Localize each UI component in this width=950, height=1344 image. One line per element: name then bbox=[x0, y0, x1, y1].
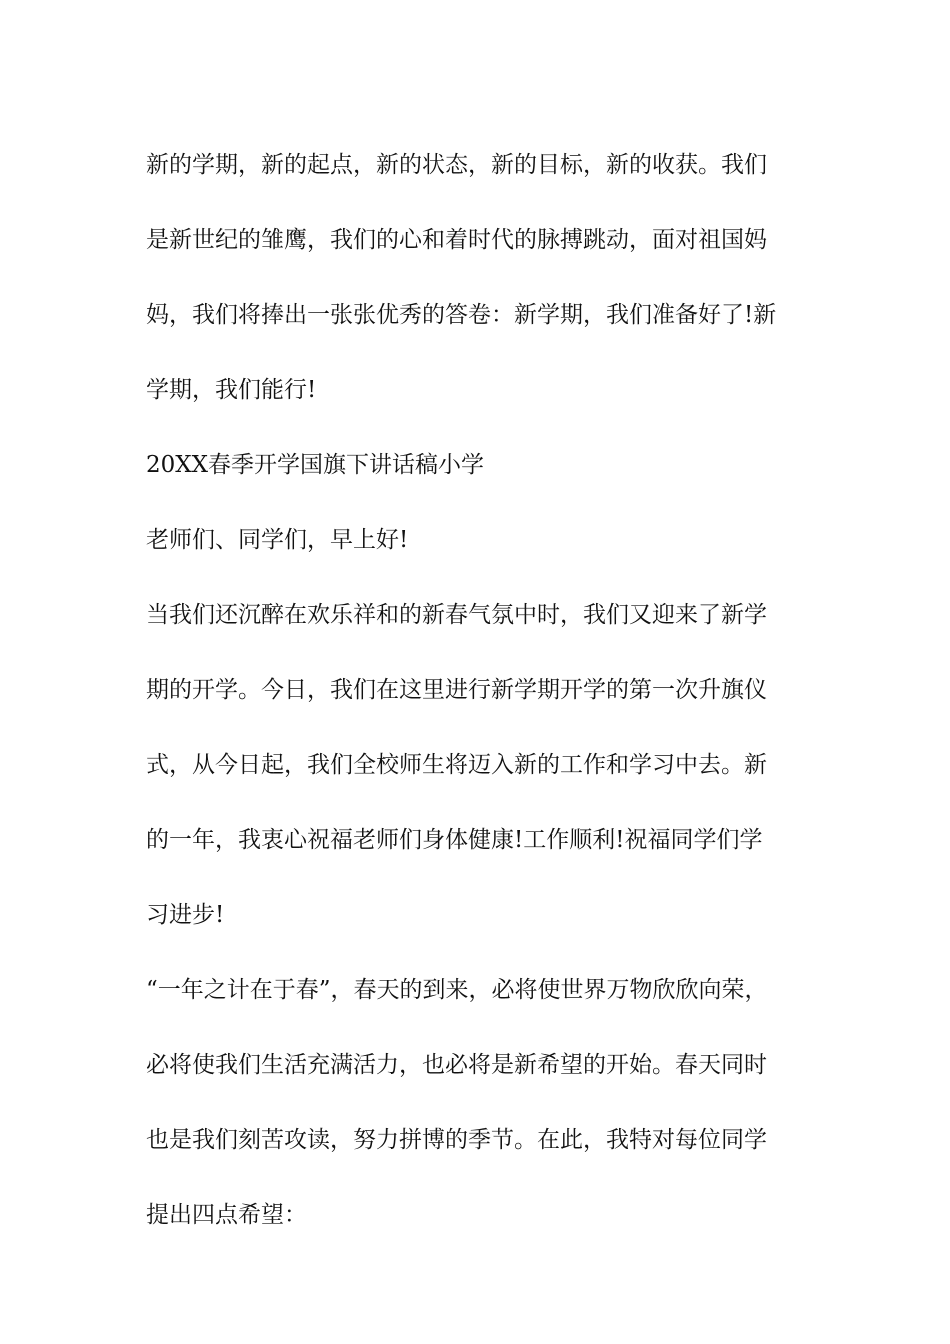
text-line: “一年之计在于春”，春天的到来，必将使世界万物欣欣向荣， bbox=[146, 977, 768, 1003]
paragraph-opening bbox=[146, 578, 836, 953]
text-line: 新的学期，新的起点，新的状态，新的目标，新的收获。我们 bbox=[146, 152, 767, 178]
paragraph-spring bbox=[146, 953, 836, 1253]
document-body bbox=[146, 128, 836, 1253]
text-line: 学期，我们能行! bbox=[146, 377, 317, 403]
text-line: 当我们还沉醉在欢乐祥和的新春气氛中时，我们又迎来了新学 bbox=[146, 602, 767, 628]
text-line: 是新世纪的雏鹰，我们的心和着时代的脉搏跳动，面对祖国妈 bbox=[146, 227, 767, 253]
paragraph-new-semester bbox=[146, 128, 836, 428]
title-line: 20XX春季开学国旗下讲话稿小学 bbox=[146, 452, 485, 478]
greeting bbox=[146, 503, 836, 578]
text-line: 妈，我们将捧出一张张优秀的答卷：新学期，我们准备好了!新 bbox=[146, 302, 777, 328]
text-line: 式，从今日起，我们全校师生将迈入新的工作和学习中去。新 bbox=[146, 752, 767, 778]
text-line: 的一年，我衷心祝福老师们身体健康!工作顺利!祝福同学们学 bbox=[146, 827, 763, 853]
text-line: 提出四点希望： bbox=[146, 1202, 307, 1228]
text-line: 必将使我们生活充满活力，也必将是新希望的开始。春天同时 bbox=[146, 1052, 767, 1078]
section-title bbox=[146, 428, 836, 503]
text-line: 习进步! bbox=[146, 902, 225, 928]
greeting-line: 老师们、同学们，早上好! bbox=[146, 527, 409, 553]
text-line: 也是我们刻苦攻读，努力拼博的季节。在此，我特对每位同学 bbox=[146, 1127, 767, 1153]
text-line: 期的开学。今日，我们在这里进行新学期开学的第一次升旗仪 bbox=[146, 677, 767, 703]
